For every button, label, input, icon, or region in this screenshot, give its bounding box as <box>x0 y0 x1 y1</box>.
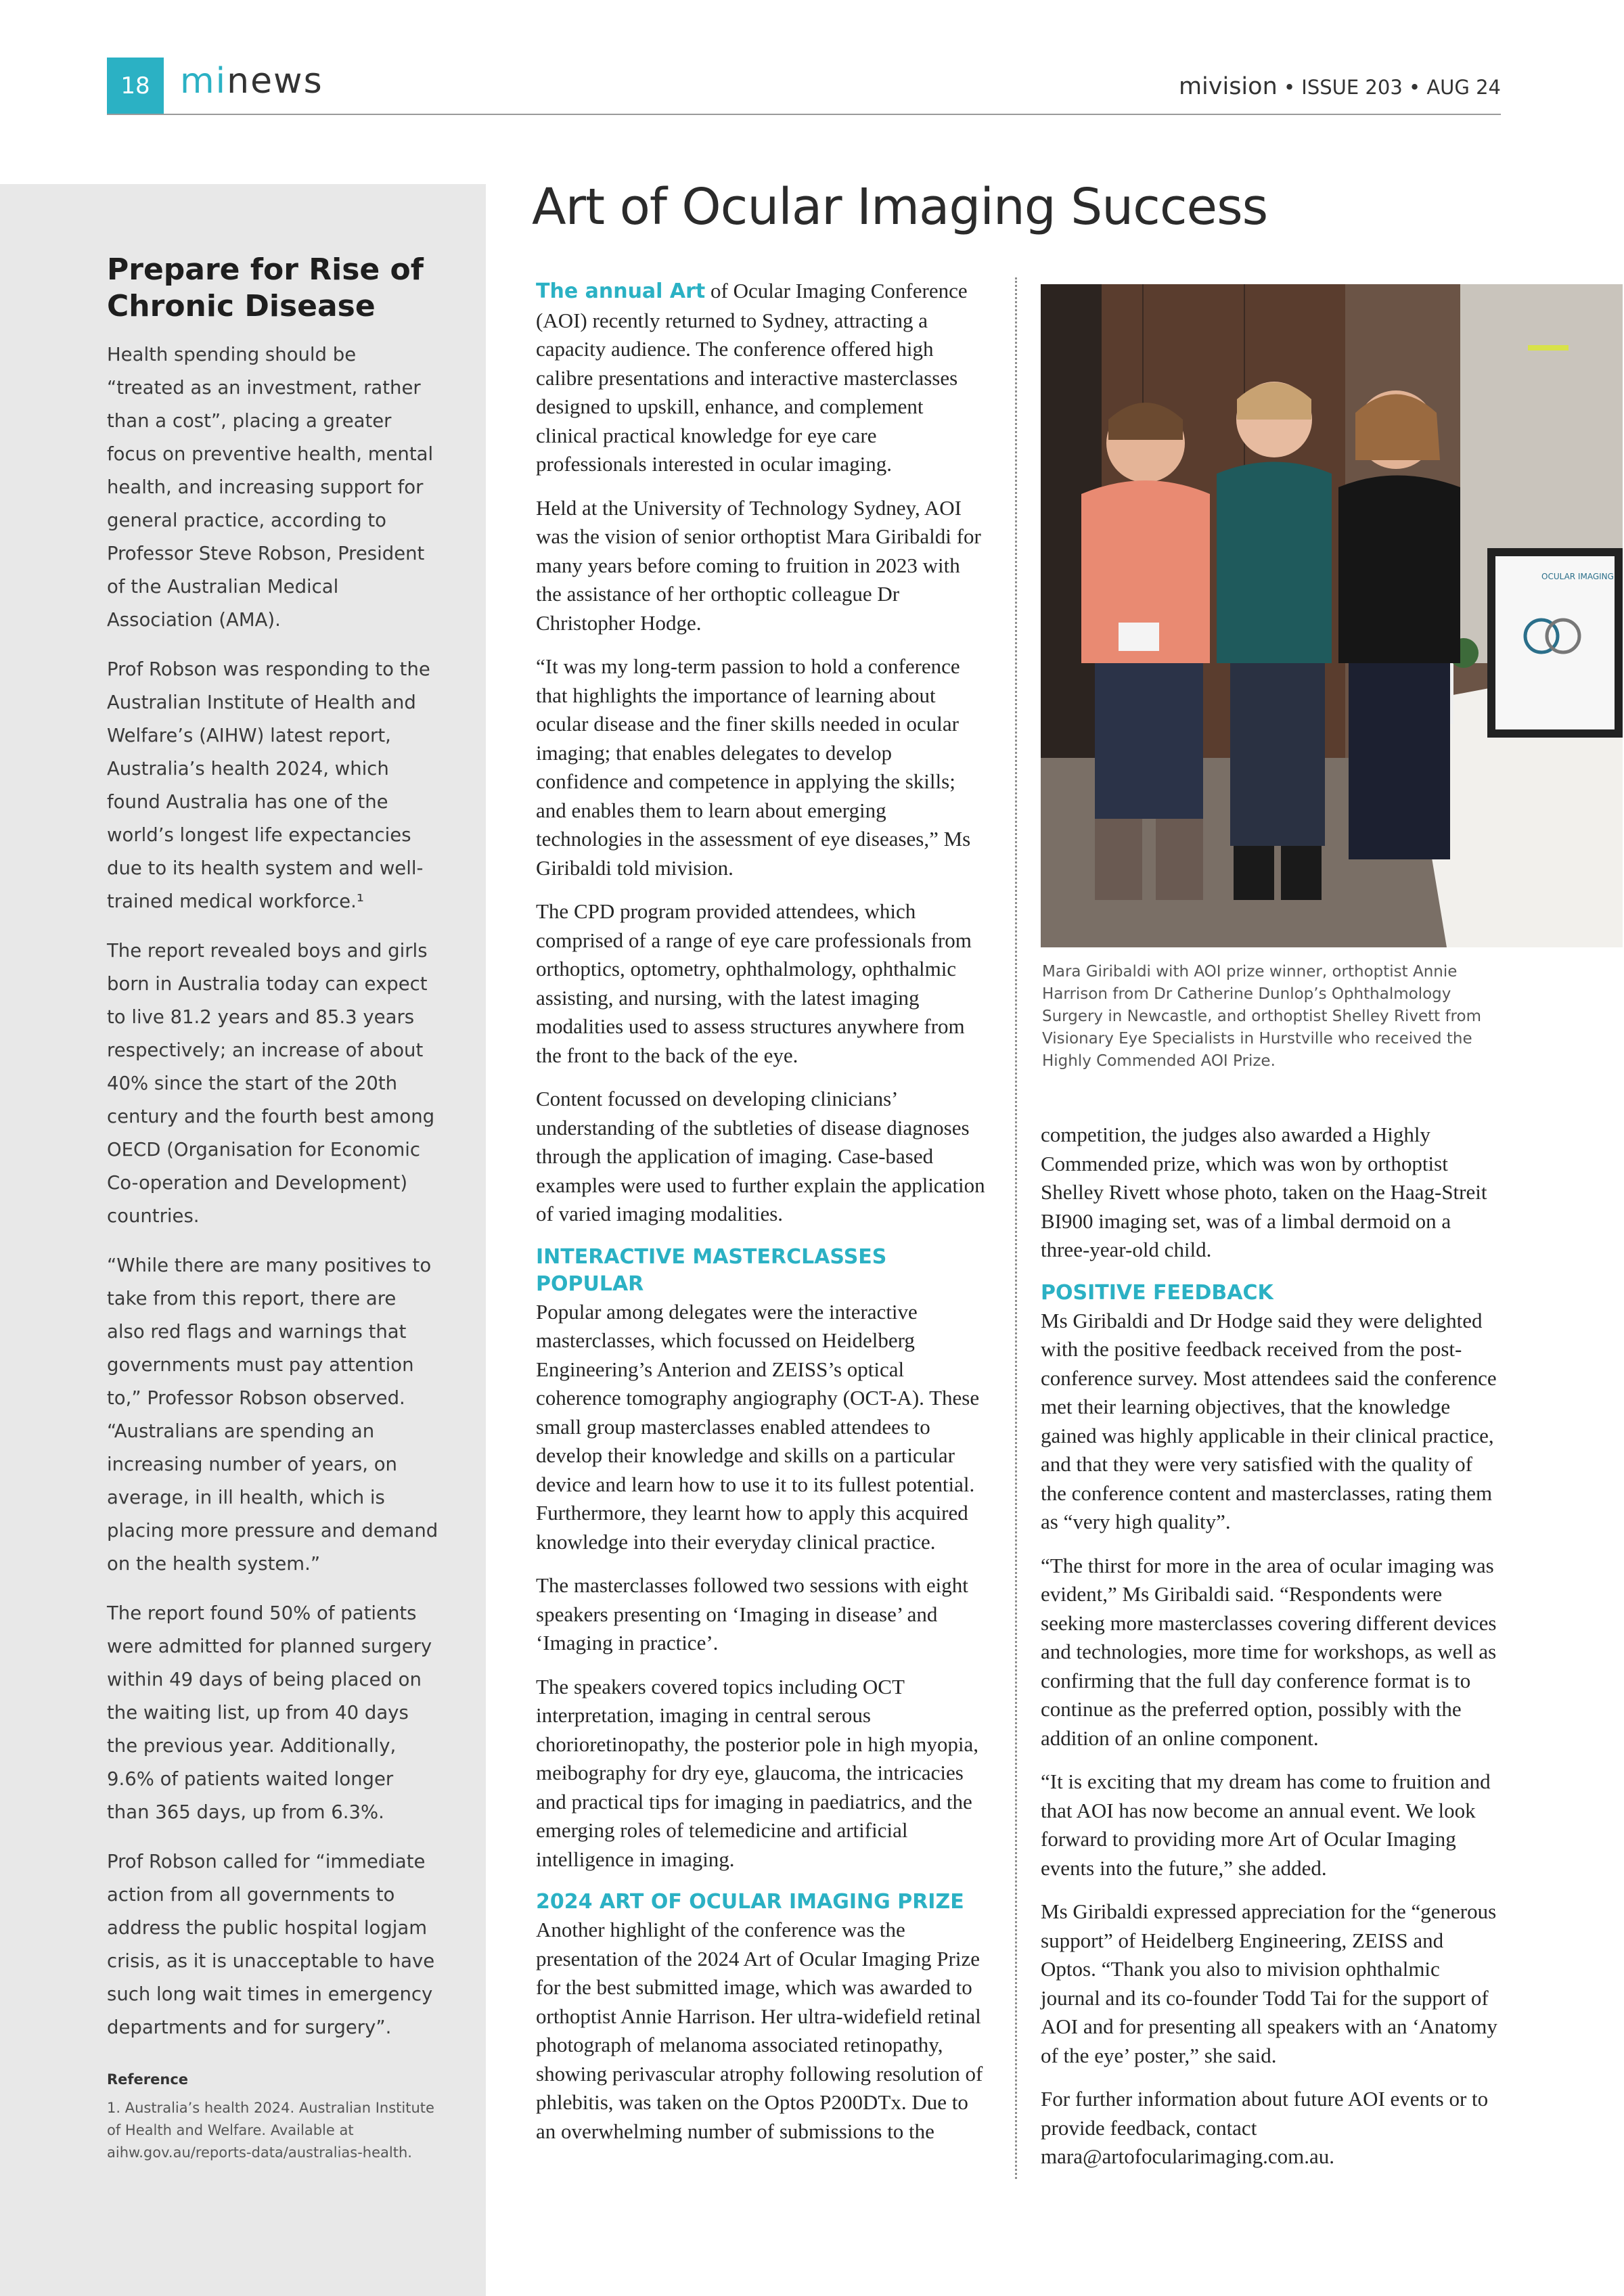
sidebar-paragraph: Prof Robson called for “immediate action from all governments to address the public hospital logjam crisis, as it is unacceptable to have such long wait times in emergency departments and for surgery”. <box>107 1851 435 2038</box>
page-number: 18 <box>107 58 164 114</box>
certificate-heading: OCULAR IMAGING <box>1541 572 1614 581</box>
issue-line <box>1179 73 1501 100</box>
sidebar-title: Prepare for Rise of Chronic Disease <box>107 252 424 323</box>
reference-text: 1. Australia’s health 2024. Australian Institute of Health and Welfare. Available at aihw.gov.au/reports-data/australias-health. <box>107 2100 434 2161</box>
reference-heading: Reference <box>107 2071 189 2088</box>
event-photo <box>1041 284 1623 947</box>
subheading: INTERACTIVE MASTERCLASSES POPULAR <box>536 1244 887 1296</box>
magazine-brand: mivision <box>1178 73 1278 100</box>
photo-caption: Mara Giribaldi with AOI prize winner, orthoptist Annie Harrison from Dr Catherine Dunlop’s Ophthalmology Surgery in Newcastle, and orthoptist Shelley Rivett from Visionary Eye Specialists in Hurstville who received the Highly Commended AOI Prize. <box>1042 963 1481 1070</box>
sidebar-paragraph: The report revealed boys and girls born in Australia today can expect to live 81.2 years and 85.3 years respectively; an increase of about 40% since the start of the 20th century and the fourth best among OECD (Organisation for Economic Co-operation and Development) countries. <box>107 940 435 1227</box>
column-divider <box>1015 277 1017 2179</box>
article-paragraph: For further information about future AOI events or to provide feedback, contact mara@artofocularimaging.com.au. <box>1041 2087 1489 2168</box>
lead-in: The annual Art <box>536 279 706 303</box>
article-paragraph: Another highlight of the conference was the presentation of the 2024 Art of Ocular Imaging Prize for the best submitted image, which was awarded to orthoptist Annie Harrison. Her ultra-widefield retinal photograph of melanoma associated retinopathy, showing perivascular atrophy following resolution of phlebitis, was taken on the Optos P200DTx. Due to an overwhelming number of submissions to the <box>536 1918 983 2143</box>
article-paragraph: “It was my long-term passion to hold a conference that highlights the importance of learning about ocular disease and the finer skills needed in ocular imaging; that enables delegates to develop confidence and competence in applying the skills; and enables them to learn about emerging technologies in the assessment of eye diseases,” Ms Giribaldi told mivision. <box>536 654 971 880</box>
article-paragraph: The masterclasses followed two sessions with eight speakers presenting on ‘Imaging in disease’ and ‘Imaging in practice’. <box>536 1573 968 1655</box>
issue-number: ISSUE 203 <box>1301 76 1403 99</box>
article-paragraph: competition, the judges also awarded a Highly Commended prize, which was won by orthoptist Shelley Rivett whose photo, taken on the Haag-Streit BI900 imaging set, was of a limbal dermoid on a three-year-old child. <box>1041 1123 1487 1261</box>
sidebar-paragraph: “While there are many positives to take from this report, there are also red flags and warnings that governments must pay attention to,” Professor Robson observed. “Australians are spending an increasing number of years, on average, in ill health, which is placing more pressure and demand on the health system.” <box>107 1255 438 1575</box>
lead-paragraph-text: of Ocular Imaging Conference (AOI) recently returned to Sydney, attracting a capacity audience. The conference offered high calibre presentations and interactive masterclasses designed to upskill, enhance, and complement clinical practical knowledge for eye care professionals interested in ocular imaging. <box>536 279 968 476</box>
issue-separator: • <box>1277 76 1302 99</box>
sidebar-panel <box>0 184 486 2296</box>
subheading: 2024 ART OF OCULAR IMAGING PRIZE <box>536 1890 964 1914</box>
article-paragraph: Content focussed on developing clinicians’ understanding of the subtleties of disease diagnoses through the application of imaging. Case-based examples were used to further explain the application of varied imaging modalities. <box>536 1087 985 1225</box>
issue-date: AUG 24 <box>1426 76 1501 99</box>
article-paragraph: Held at the University of Technology Sydney, AOI was the vision of senior orthoptist Mara Giribaldi for many years before coming to fruition in 2023 with the assistance of her orthoptic colleague Dr Christopher Hodge. <box>536 495 981 635</box>
sidebar-content <box>107 252 438 2164</box>
article-paragraph: Ms Giribaldi expressed appreciation for the “generous support” of Heidelberg Engineering, ZEISS and Optos. “Thank you also to mivision ophthalmic journal and its co-founder Todd Tai for the support of AOI and for presenting all speakers with an ‘Anatomy of the eye’ poster,” she said. <box>1041 1899 1497 2067</box>
photo-illustration <box>1041 284 1623 947</box>
article-paragraph: Popular among delegates were the interactive masterclasses, which focussed on Heidelberg Engineering’s Anterion and ZEISS’s optical coherence tomography angiography (OCT-A). These small group masterclasses enabled attendees to develop their knowledge and skills on a particular device and learn how to use it to its fullest potential. Furthermore, they learnt how to apply this acquired knowledge into their everyday clinical practice. <box>536 1299 980 1554</box>
sidebar-paragraph: Health spending should be “treated as an investment, rather than a cost”, placing a greater focus on preventive health, mental health, and increasing support for general practice, according to Professor Steve Robson, President of the Australian Medical Association (AMA). <box>107 344 434 631</box>
article-column-1 <box>536 277 987 2161</box>
article-paragraph: “It is exciting that my dream has come to fruition and that AOI has now become an annual event. We look forward to providing more Art of Ocular Imaging events into the future,” she added. <box>1041 1770 1491 1880</box>
article-paragraph <box>536 277 987 479</box>
section-name-accent: mi <box>180 61 227 102</box>
section-name <box>180 60 323 103</box>
subheading: POSITIVE FEEDBACK <box>1041 1280 1273 1305</box>
article-paragraph: The CPD program provided attendees, which comprised of a range of eye care professionals from orthoptics, optometry, ophthalmology, ophthalmic assisting, and nursing, with the latest imaging modalities used to assess structures anywhere from the front to the back of the eye. <box>536 899 972 1067</box>
section-name-rest: news <box>227 61 323 102</box>
issue-separator: • <box>1402 76 1427 99</box>
header-rule <box>107 114 1501 115</box>
sidebar-paragraph: Prof Robson was responding to the Australian Institute of Health and Welfare’s (AIHW) latest report, Australia’s health 2024, which found Australia has one of the world’s longest life expectancies due to its health system and well-trained medical workforce.¹ <box>107 658 430 912</box>
article-paragraph: Ms Giribaldi and Dr Hodge said they were delighted with the positive feedback received from the post-conference survey. Most attendees said the conference met their learning objectives, that the knowledge gained was highly applicable in their clinical practice, and that they were very satisfied with the quality of the conference content and masterclasses, rating them as “very high quality”. <box>1041 1308 1497 1533</box>
sidebar-paragraph: The report found 50% of patients were admitted for planned surgery within 49 days of being placed on the waiting list, up from 40 days the previous year. Additionally, 9.6% of patients waited longer than 365 days, up from 6.3%. <box>107 1602 432 1823</box>
article-paragraph: “The thirst for more in the area of ocular imaging was evident,” Ms Giribaldi said. “Respondents were seeking more masterclasses covering different devices and technologies, more time for workshops, as well as confirming that the full day conference format is to continue as the preferred option, possibly with the addition of an online component. <box>1041 1553 1497 1750</box>
article-title: Art of Ocular Imaging Success <box>532 178 1268 236</box>
article-column-2 <box>1041 1121 1501 2186</box>
article-paragraph: The speakers covered topics including OCT interpretation, imaging in central serous chorioretinopathy, the posterior pole in high myopia, meibography for dry eye, glaucoma, the intricacies and practical tips for imaging in paediatrics, and the emerging roles of telemedicine and artificial intelligence in imaging. <box>536 1674 979 1871</box>
